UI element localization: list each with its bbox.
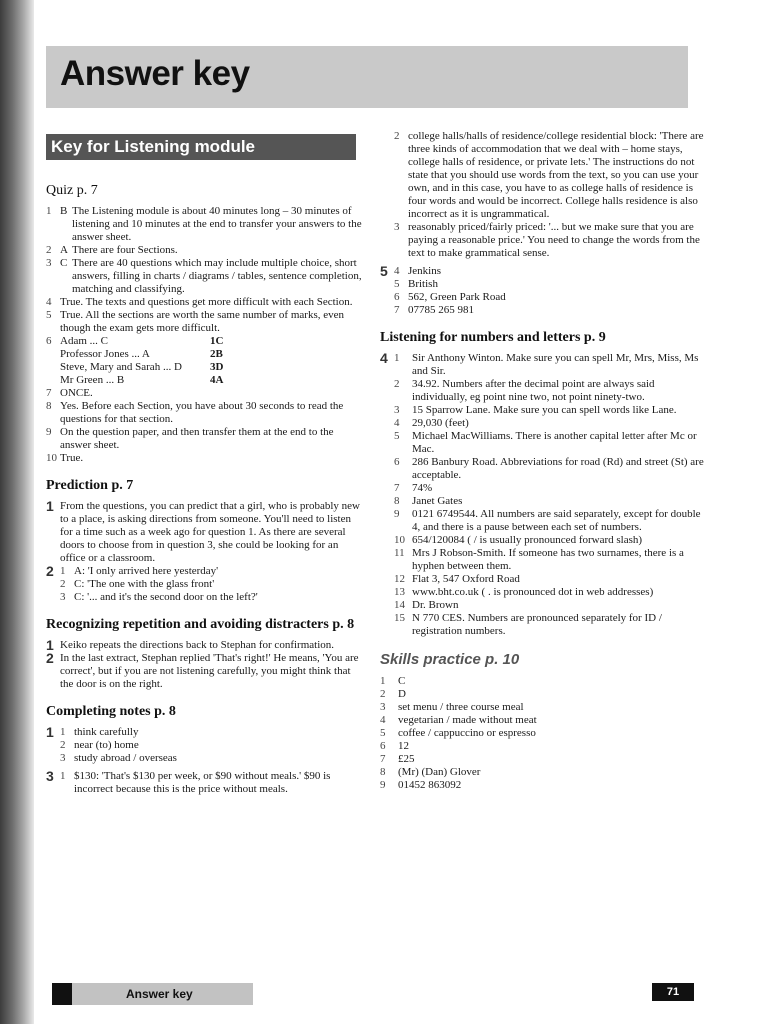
item-number: 2: [394, 378, 400, 390]
item-text: think carefully: [74, 726, 139, 738]
right-column: [380, 130, 710, 792]
item-number: 1: [394, 352, 400, 364]
quiz-item: [46, 426, 364, 452]
item-number: 9: [380, 779, 386, 791]
item-text: 12: [398, 740, 409, 752]
recognizing-heading: Recognizing repetition and avoiding distracters p. 8: [46, 617, 355, 632]
item-number: 9: [46, 426, 52, 438]
item-number: 5: [380, 727, 386, 739]
item-text: 654/120084 ( / is usually pronounced forward slash): [412, 534, 643, 546]
book-spine-shadow: [0, 0, 34, 1024]
item-number: 1: [60, 770, 66, 782]
list-item: [394, 378, 710, 404]
continued-item: [380, 221, 710, 260]
continued-item: [380, 130, 710, 221]
list-item: [380, 753, 710, 766]
item-text: 07785 265 981: [408, 304, 474, 316]
question-number: 3: [46, 768, 54, 784]
item-text: British: [408, 278, 438, 290]
item-number: 5: [394, 430, 400, 442]
page-number: 71: [652, 983, 694, 1001]
item-number: 2: [60, 578, 66, 590]
item-number: 7: [380, 753, 386, 765]
quiz-item: [46, 205, 364, 244]
item-number: 7: [46, 387, 52, 399]
match-code: 2B: [210, 348, 223, 360]
list-item: [394, 404, 710, 417]
list-item: [380, 779, 710, 792]
item-text: vegetarian / made without meat: [398, 714, 537, 726]
item-number: 5: [46, 309, 52, 321]
item-text: In the last extract, Stephan replied 'That's right!' He means, 'You are correct', but if you are not listening carefully, you might think that the door is on the right.: [60, 652, 359, 690]
section-title-bar: [46, 134, 356, 160]
question-number: 1: [46, 498, 54, 514]
quiz-item: [46, 452, 364, 465]
question-number: 5: [380, 263, 388, 279]
left-column: [46, 134, 364, 796]
list-item: [380, 688, 710, 701]
item-number: 2: [394, 130, 400, 142]
item-text: Dr. Brown: [412, 599, 459, 611]
quiz-item: [46, 309, 364, 335]
prediction-q1: [46, 500, 364, 565]
item-text: study abroad / overseas: [74, 752, 177, 764]
footer-marker: [52, 983, 72, 1005]
skills-heading: Skills practice p. 10: [380, 651, 520, 668]
item-number: 3: [46, 257, 52, 269]
skills-list: [380, 675, 710, 792]
item-number: 10: [46, 452, 57, 464]
quiz-item: [46, 387, 364, 400]
list-item: [380, 701, 710, 714]
quiz-item: [46, 257, 364, 296]
item-number: 1: [60, 726, 66, 738]
item-text: Jenkins: [408, 265, 441, 277]
item-text: Flat 3, 547 Oxford Road: [412, 573, 520, 585]
completing-q1: [46, 726, 364, 765]
item-number: 4: [394, 417, 400, 429]
list-item: [394, 612, 710, 638]
item-text: www.bht.co.uk ( . is pronounced dot in web addresses): [412, 586, 654, 598]
quiz-heading: Quiz p. 7: [46, 183, 98, 198]
match-code: 1C: [210, 335, 224, 347]
item-number: 15: [394, 612, 405, 624]
list-item: [380, 766, 710, 779]
item-number: 12: [394, 573, 405, 585]
list-item: [394, 495, 710, 508]
item-number: 3: [60, 752, 66, 764]
item-number: 1: [380, 675, 386, 687]
match-name: Mr Green ... B: [60, 374, 125, 386]
recognizing-item: [46, 639, 364, 652]
item-number: 1: [46, 205, 52, 217]
list-item: [394, 573, 710, 586]
item-text: 01452 863092: [398, 779, 462, 791]
list-item: [380, 727, 710, 740]
item-number: 4: [46, 296, 52, 308]
item-text: Keiko repeats the directions back to Stephan for confirmation.: [60, 639, 334, 651]
question-number: 1: [46, 637, 54, 653]
list-item: [394, 456, 710, 482]
item-text: The Listening module is about 40 minutes long – 30 minutes of listening and 10 minutes at the end to transfer your answers to the answer sheet.: [72, 205, 362, 243]
item-text: C: [398, 675, 406, 687]
list-item: [394, 599, 710, 612]
prediction-q2: [46, 565, 364, 604]
item-number: 4: [394, 265, 400, 277]
item-text: There are 40 questions which may include multiple choice, short answers, filling in charts / diagrams / tables, sentence completion, matching and classifying.: [72, 257, 362, 295]
item-text: From the questions, you can predict that a girl, who is probably new to a place, is asking directions from someone. You'll need to listen for a time such as a week ago for question 1. As there are several doors to choose from in question 3, she could be looking for an office or a classroom.: [60, 500, 360, 564]
item-text: 286 Banbury Road. Abbreviations for road (Rd) and street (St) are acceptable.: [412, 456, 704, 481]
match-code: 3D: [210, 361, 224, 373]
match-code: 4A: [210, 374, 224, 386]
quiz-item-matches: [46, 335, 364, 387]
list-item: [394, 547, 710, 573]
item-text: $130: 'That's $130 per week, or $90 without meals.' $90 is incorrect because this is the price without meals.: [74, 770, 331, 795]
page-title: Answer key: [60, 54, 250, 93]
item-text: D: [398, 688, 406, 700]
item-text: (Mr) (Dan) Glover: [398, 766, 481, 778]
title-banner: [46, 46, 688, 108]
quiz-item: [46, 296, 364, 309]
section-title: Key for Listening module: [51, 137, 256, 156]
completing-q3: [46, 770, 364, 796]
item-text: set menu / three course meal: [398, 701, 524, 713]
item-text: True. The texts and questions get more difficult with each Section.: [60, 296, 353, 308]
list-item: [380, 714, 710, 727]
question-number: 4: [380, 350, 388, 366]
list-item: [394, 534, 710, 547]
list-item: [394, 586, 710, 599]
item-text: coffee / cappuccino or espresso: [398, 727, 536, 739]
item-text: Janet Gates: [412, 495, 463, 507]
item-number: 13: [394, 586, 405, 598]
item-text: ONCE.: [60, 387, 93, 399]
match-name: Steve, Mary and Sarah ... D: [60, 361, 182, 373]
item-text: 0121 6749544. All numbers are said separately, except for double 4, and there is a pause between each set of numbers.: [412, 508, 701, 533]
item-number: 10: [394, 534, 405, 546]
item-text: 74%: [412, 482, 433, 494]
item-text: True. All the sections are worth the same number of marks, even though the exam gets more difficult.: [60, 309, 344, 334]
item-number: 3: [60, 591, 66, 603]
item-text: Yes. Before each Section, you have about 30 seconds to read the questions for that section.: [60, 400, 344, 425]
q5-block: [380, 265, 710, 317]
item-text: 29,030 (feet): [412, 417, 469, 429]
item-number: 7: [394, 304, 400, 316]
item-letter: C: [60, 257, 68, 269]
item-number: 6: [394, 456, 400, 468]
numbers-letters-block: [380, 352, 710, 638]
quiz-item: [46, 244, 364, 257]
item-number: 8: [394, 495, 400, 507]
item-number: 6: [380, 740, 386, 752]
item-number: 11: [394, 547, 405, 559]
list-item: [394, 352, 710, 378]
item-text: near (to) home: [74, 739, 139, 751]
item-text: Sir Anthony Winton. Make sure you can spell Mr, Mrs, Miss, Ms and Sir.: [412, 352, 699, 377]
item-text: A: 'I only arrived here yesterday': [74, 565, 219, 577]
list-item: [380, 740, 710, 753]
item-number: 6: [46, 335, 52, 347]
prediction-heading: Prediction p. 7: [46, 478, 134, 493]
numbers-letters-heading: Listening for numbers and letters p. 9: [380, 330, 606, 345]
item-text: N 770 CES. Numbers are pronounced separately for ID / registration numbers.: [412, 612, 662, 637]
item-text: reasonably priced/fairly priced: '... but we make sure that you are paying a reasonable price.' You need to change the words from the text to make grammatical sense.: [408, 221, 700, 259]
item-number: 3: [380, 701, 386, 713]
item-text: Michael MacWilliams. There is another capital letter after Mc or Mac.: [412, 430, 697, 455]
item-number: 9: [394, 508, 400, 520]
item-text: 562, Green Park Road: [408, 291, 506, 303]
item-number: 4: [380, 714, 386, 726]
list-item: [394, 508, 710, 534]
item-number: 2: [380, 688, 386, 700]
list-item: [380, 675, 710, 688]
quiz-list: [46, 205, 364, 465]
question-number: 2: [46, 563, 54, 579]
item-number: 14: [394, 599, 405, 611]
item-number: 3: [394, 221, 400, 233]
item-text: 34.92. Numbers after the decimal point are always said individually, eg point nine two, not point ninety-two.: [412, 378, 655, 403]
item-text: There are four Sections.: [72, 244, 178, 256]
item-number: 7: [394, 482, 400, 494]
item-letter: B: [60, 205, 68, 217]
quiz-item: [46, 400, 364, 426]
item-letter: A: [60, 244, 68, 256]
question-number: 1: [46, 724, 54, 740]
item-number: 2: [60, 739, 66, 751]
item-text: college halls/halls of residence/college residential block: 'There are three kinds of accommodation that we deal with – home stays, college halls of residence, or private lets.' The instructions do not state that you should use words from the text, so you can use your own, and in this case, you have to as college halls of residence is four words and would be incorrect. College halls residence is also incorrect as it is ungrammatical.: [408, 130, 704, 220]
item-text: True.: [60, 452, 84, 464]
item-number: 2: [46, 244, 52, 256]
list-item: [394, 417, 710, 430]
completing-heading: Completing notes p. 8: [46, 704, 176, 719]
item-text: C: '... and it's the second door on the left?': [74, 591, 258, 603]
question-number: 2: [46, 650, 54, 666]
item-text: On the question paper, and then transfer them at the end to the answer sheet.: [60, 426, 334, 451]
item-text: £25: [398, 753, 415, 765]
item-number: 3: [394, 404, 400, 416]
list-item: [394, 482, 710, 495]
item-number: 8: [46, 400, 52, 412]
item-number: 8: [380, 766, 386, 778]
list-item: [394, 430, 710, 456]
item-number: 1: [60, 565, 66, 577]
item-text: Mrs J Robson-Smith. If someone has two surnames, there is a hyphen between them.: [412, 547, 684, 572]
item-text: C: 'The one with the glass front': [74, 578, 215, 590]
recognizing-item: [46, 652, 364, 691]
footer-label: Answer key: [126, 987, 193, 1001]
match-name: Adam ... C: [60, 335, 108, 347]
match-name: Professor Jones ... A: [60, 348, 150, 360]
item-number: 5: [394, 278, 400, 290]
item-number: 6: [394, 291, 400, 303]
item-text: 15 Sparrow Lane. Make sure you can spell words like Lane.: [412, 404, 677, 416]
